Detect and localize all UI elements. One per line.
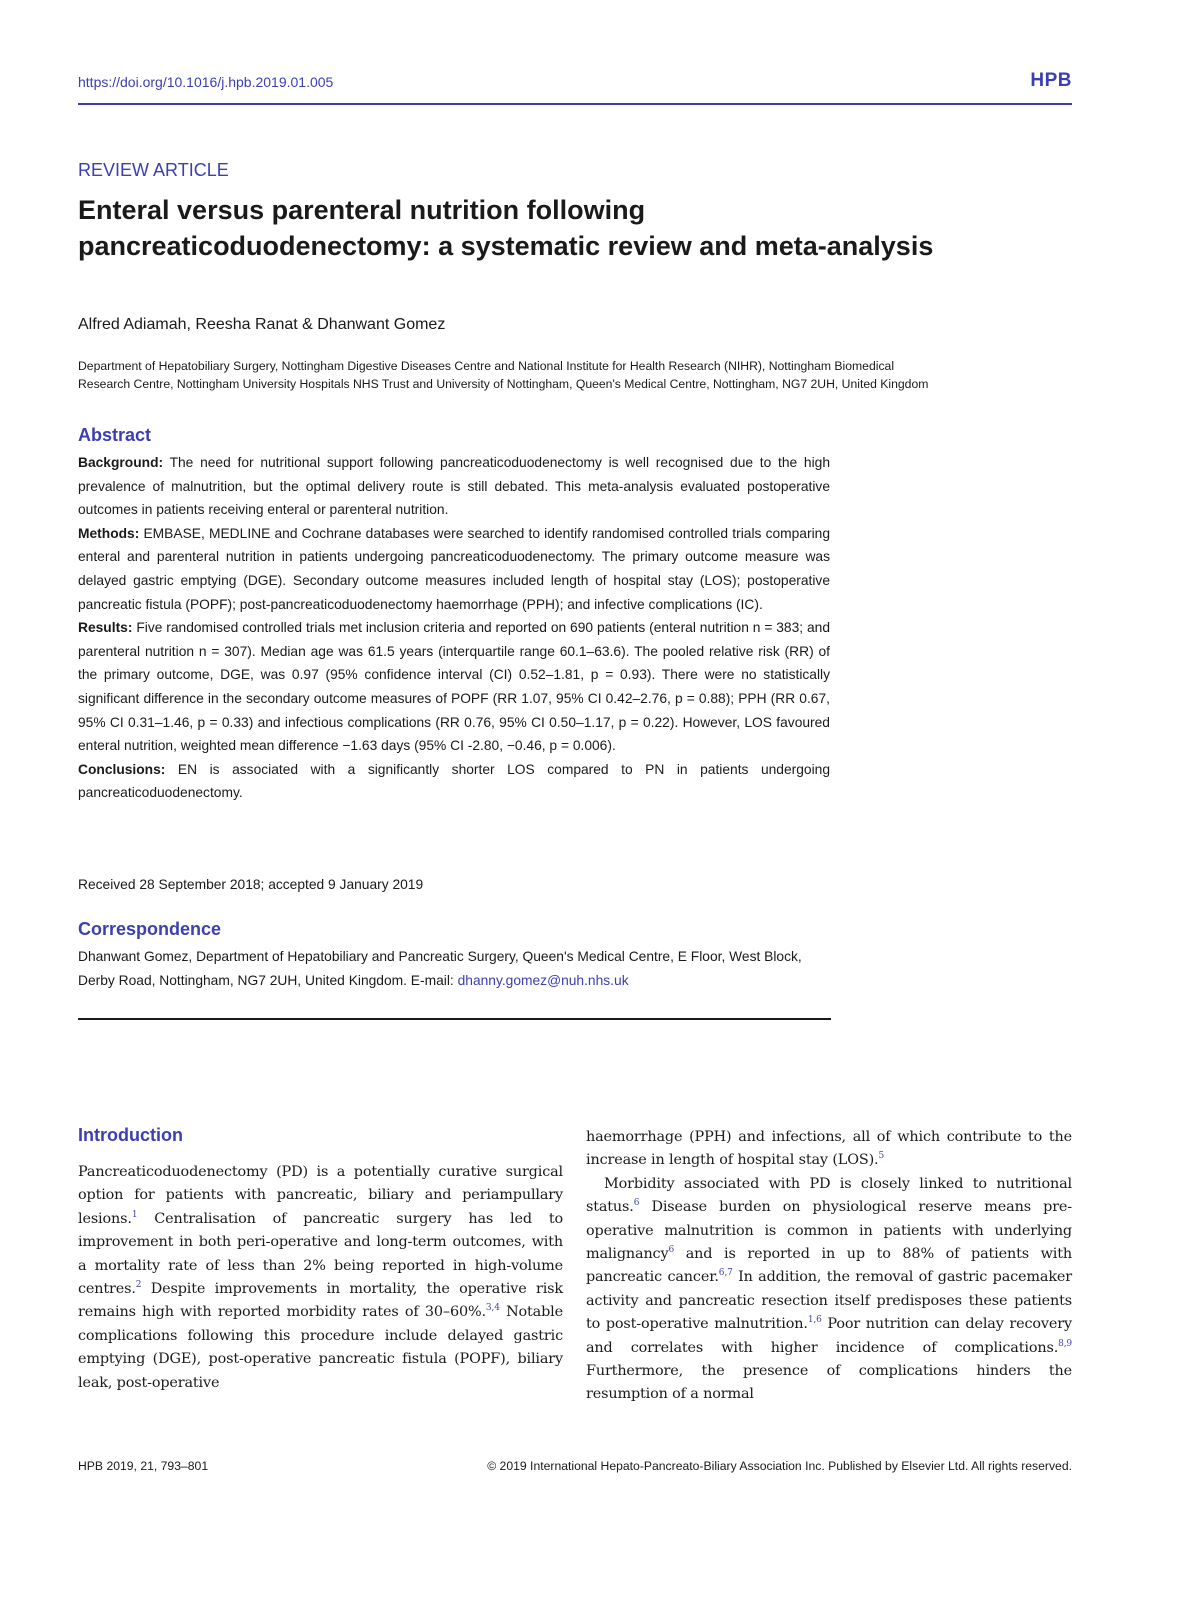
citation-ref[interactable]: 6,7: [718, 1268, 733, 1279]
abstract-results: [78, 616, 830, 758]
citation-ref[interactable]: 6: [668, 1245, 675, 1256]
journal-name: HPB: [1030, 70, 1072, 91]
introduction-left-column: [78, 1161, 563, 1395]
conclusions-text: EN is associated with a significantly shorter LOS compared to PN in patients undergoing pancreaticoduodenectomy.: [78, 761, 830, 801]
intro-text: In addition, the removal of gastric pacemaker activity and pancreatic resection itself predisposes these patients to post-operative malnutrition.: [586, 1269, 1072, 1333]
intro-text: haemorrhage (PPH) and infections, all of which contribute to the increase in length of hospital stay (LOS).: [586, 1129, 1072, 1169]
intro-text: Disease burden on physiological reserve means pre-operative malnutrition is common in patients with underlying malignancy: [586, 1199, 1072, 1263]
received-dates: Received 28 September 2018; accepted 9 January 2019: [78, 877, 424, 892]
intro-text: Poor nutrition can delay recovery and correlates with higher incidence of complications.: [586, 1316, 1072, 1356]
citation-ref[interactable]: 3,4: [485, 1303, 500, 1314]
doi-link[interactable]: https://doi.org/10.1016/j.hpb.2019.01.005: [78, 74, 334, 90]
results-text: Five randomised controlled trials met inclusion criteria and reported on 690 patients (enteral nutrition n = 383; and parenteral nutrition n = 307). Median age was 61.5 years (interquartile range 60.1–63.6). The pooled relative risk (RR) of the primary outcome, DGE, was 0.97 (95% confidence interval (CI) 0.52–1.81, p = 0.93). There were no statistically significant difference in the secondary outcome measures of POPF (RR 1.07, 95% CI 0.42–2.76, p = 0.88); PPH (RR 0.67, 95% CI 0.31–1.46, p = 0.33) and infectious complications (RR 0.76, 95% CI 0.50–1.17, p = 0.22). However, LOS favoured enteral nutrition, weighted mean difference −1.63 days (95% CI -2.80, −0.46, p = 0.006).: [78, 620, 830, 754]
header-divider: [78, 103, 1072, 105]
citation-ref[interactable]: 2: [135, 1280, 142, 1291]
citation-ref[interactable]: 5: [878, 1151, 885, 1162]
citation-ref[interactable]: 8,9: [1058, 1338, 1072, 1349]
intro-text: Centralisation of pancreatic surgery has led to improvement in both peri-operative and long-term outcomes, with a mortality rate of less than 2% being reported in high-volume centres.: [78, 1210, 563, 1298]
methods-label: Methods:: [78, 525, 140, 541]
abstract-conclusions: [78, 758, 830, 805]
correspondence-heading: Correspondence: [78, 919, 222, 939]
correspondence-email-link[interactable]: dhanny.gomez@nuh.nhs.uk: [457, 972, 629, 988]
correspondence-text: [78, 945, 830, 992]
results-label: Results:: [78, 620, 133, 636]
citation-ref[interactable]: 1,6: [807, 1315, 822, 1326]
intro-text: Despite improvements in mortality, the operative risk remains high with reported morbidity rates of 30–60%.: [78, 1281, 563, 1321]
abstract-methods: [78, 522, 830, 616]
intro-text: Pancreaticoduodenectomy (PD) is a potentially curative surgical option for patients with pancreatic, biliary and periampullary lesions.: [78, 1164, 563, 1227]
author-affiliation: Department of Hepatobiliary Surgery, Nottingham Digestive Diseases Centre and National Institute for Health Research (NIHR), Nottingham Biomedical Research Centre, Nottingham University Hospitals NHS Trust and University of Nottingham, Queen's Medical Centre, Nottingham, NG7 2UH, United Kingdom: [78, 359, 929, 391]
abstract-body: [78, 451, 830, 805]
intro-paragraph: [586, 1173, 1072, 1407]
page-header: [78, 70, 1072, 106]
footer-copyright: © 2019 International Hepato-Pancreato-Biliary Association Inc. Published by Elsevier Ltd. All rights reserved.: [487, 1459, 1072, 1473]
intro-text: Morbidity associated with PD is closely linked to nutritional status.: [586, 1175, 1072, 1216]
background-text: The need for nutritional support following pancreaticoduodenectomy is well recognised due to the high prevalence of malnutrition, but the optimal delivery route is still debated. This meta-analysis evaluated postoperative outcomes in patients receiving enteral or parenteral nutrition.: [78, 455, 830, 518]
intro-paragraph: [78, 1161, 563, 1395]
intro-text: and is reported in up to 88% of patients with pancreatic cancer.: [586, 1246, 1072, 1286]
introduction-right-column: [586, 1126, 1072, 1407]
author-list: Alfred Adiamah, Reesha Ranat & Dhanwant Gomez: [78, 316, 446, 333]
intro-paragraph: [586, 1126, 1072, 1173]
abstract-heading: Abstract: [78, 425, 152, 445]
citation-ref[interactable]: 1: [131, 1210, 138, 1221]
intro-text: Notable complications following this procedure include delayed gastric emptying (DGE), post-operative pancreatic fistula (POPF), biliary leak, post-operative: [78, 1304, 563, 1391]
methods-text: EMBASE, MEDLINE and Cochrane databases were searched to identify randomised controlled trials comparing enteral and parenteral nutrition in patients undergoing pancreaticoduodenectomy. The primary outcome measure was delayed gastric emptying (DGE). Secondary outcome measures included length of hospital stay (LOS); postoperative pancreatic fistula (POPF); post-pancreaticoduodenectomy haemorrhage (PPH); and infective complications (IC).: [78, 525, 830, 612]
intro-text: Furthermore, the presence of complications hinders the resumption of a normal: [586, 1363, 1072, 1403]
abstract-divider: [78, 1018, 831, 1020]
footer-citation: HPB 2019, 21, 793–801: [78, 1459, 209, 1473]
abstract-background: [78, 451, 830, 522]
correspondence-address: Dhanwant Gomez, Department of Hepatobiliary and Pancreatic Surgery, Queen's Medical Centre, E Floor, West Block, Derby Road, Nottingham, NG7 2UH, United Kingdom. E-mail:: [78, 949, 802, 988]
article-title: Enteral versus parenteral nutrition following pancreaticoduodenectomy: a systematic review and meta-analysis: [78, 195, 934, 261]
background-label: Background:: [78, 455, 164, 470]
article-type: REVIEW ARTICLE: [78, 160, 229, 180]
introduction-heading: Introduction: [78, 1125, 183, 1145]
conclusions-label: Conclusions:: [78, 761, 166, 777]
citation-ref[interactable]: 6: [633, 1198, 640, 1209]
